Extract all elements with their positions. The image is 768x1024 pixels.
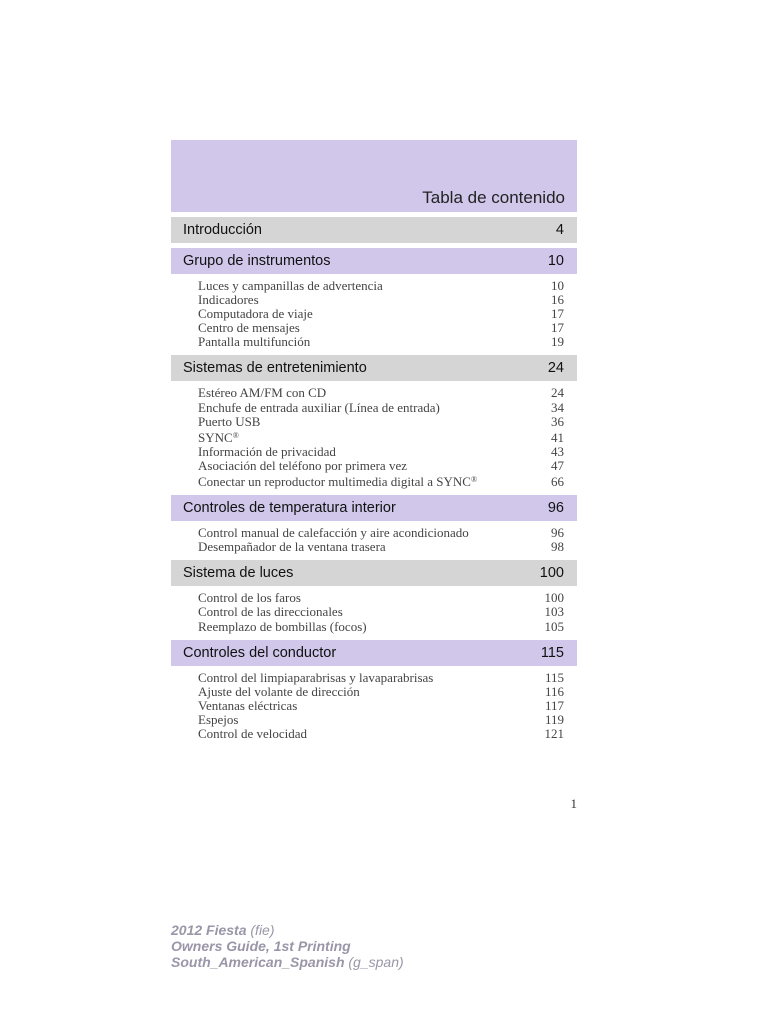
entry-label: Desempañador de la ventana trasera bbox=[198, 539, 386, 555]
section-items bbox=[171, 586, 577, 634]
section-bar-grupo-de-instrumentos[interactable] bbox=[171, 248, 577, 274]
toc-entry[interactable] bbox=[198, 293, 564, 307]
entry-label: Asociación del teléfono por primera vez bbox=[198, 457, 407, 473]
section-items bbox=[171, 666, 577, 742]
entry-page: 116 bbox=[544, 683, 564, 699]
entry-label: Control de los faros bbox=[198, 590, 301, 606]
entry-page: 34 bbox=[551, 399, 564, 415]
entry-page: 115 bbox=[544, 669, 564, 685]
section-page: 100 bbox=[539, 565, 564, 582]
header-band bbox=[171, 140, 577, 212]
section-bar-controles-del-conductor[interactable] bbox=[171, 640, 577, 666]
toc-entry[interactable] bbox=[198, 415, 564, 429]
toc-entry[interactable] bbox=[198, 699, 564, 713]
section-bar-introduccion[interactable] bbox=[171, 217, 577, 243]
footer-language: South_American_Spanish bbox=[171, 954, 345, 970]
entry-label: Centro de mensajes bbox=[198, 320, 300, 336]
entry-page: 119 bbox=[544, 711, 564, 727]
entry-label: Enchufe de entrada auxiliar (Línea de entrada) bbox=[198, 399, 440, 415]
entry-page: 105 bbox=[544, 618, 564, 634]
toc-entry[interactable] bbox=[198, 591, 564, 605]
section-page: 4 bbox=[555, 222, 564, 238]
entry-page: 121 bbox=[544, 725, 564, 741]
registered-mark: ® bbox=[470, 475, 478, 485]
table-of-contents bbox=[171, 140, 577, 742]
registered-mark: ® bbox=[232, 430, 239, 440]
entry-page: 100 bbox=[544, 590, 564, 606]
entry-label: Conectar un reproductor multimedia digital a SYNC® bbox=[198, 474, 478, 490]
toc-entry[interactable] bbox=[198, 386, 564, 400]
entry-page: 36 bbox=[551, 413, 564, 429]
toc-entry[interactable] bbox=[198, 685, 564, 699]
toc-entry[interactable] bbox=[198, 279, 564, 293]
section-title: Sistemas de entretenimiento bbox=[183, 360, 367, 377]
section-bar-controles-de-temperatura[interactable] bbox=[171, 495, 577, 521]
entry-page: 16 bbox=[551, 292, 564, 308]
section-page: 96 bbox=[547, 500, 564, 517]
toc-entry[interactable] bbox=[198, 671, 564, 685]
toc-entry[interactable] bbox=[198, 459, 564, 473]
toc-entry[interactable] bbox=[198, 727, 564, 741]
toc-entry[interactable] bbox=[198, 307, 564, 321]
entry-label: Ajuste del volante de dirección bbox=[198, 683, 360, 699]
entry-label: Control de las direccionales bbox=[198, 604, 343, 620]
entry-page: 17 bbox=[551, 320, 564, 336]
entry-page: 117 bbox=[544, 697, 564, 713]
entry-label: Estéreo AM/FM con CD bbox=[198, 385, 327, 401]
section-bar-sistemas-de-entretenimiento[interactable] bbox=[171, 355, 577, 381]
entry-label: Ventanas eléctricas bbox=[198, 697, 298, 713]
page-number: 1 bbox=[570, 796, 577, 811]
entry-page: 47 bbox=[551, 457, 564, 473]
entry-label: Control de velocidad bbox=[198, 725, 308, 741]
section-items bbox=[171, 521, 577, 555]
entry-label: Luces y campanillas de advertencia bbox=[198, 278, 383, 293]
entry-page: 66 bbox=[551, 474, 564, 490]
section-page: 10 bbox=[547, 253, 564, 269]
entry-label: Información de privacidad bbox=[198, 443, 336, 459]
toc-entry[interactable] bbox=[198, 321, 564, 335]
entry-page: 96 bbox=[551, 525, 564, 541]
section-title: Introducción bbox=[183, 222, 262, 238]
footer-language-code: (g_span) bbox=[348, 954, 404, 970]
section-title: Grupo de instrumentos bbox=[183, 253, 331, 269]
footer-model: 2012 Fiesta bbox=[171, 922, 247, 938]
entry-page: 19 bbox=[551, 334, 564, 350]
section-title: Sistema de luces bbox=[183, 565, 294, 582]
toc-entry[interactable] bbox=[198, 473, 564, 489]
entry-label: Control del limpiaparabrisas y lavaparabrisas bbox=[198, 669, 434, 685]
footer bbox=[171, 922, 404, 970]
entry-page: 41 bbox=[551, 429, 564, 445]
section-title: Controles del conductor bbox=[183, 644, 337, 661]
footer-line-3 bbox=[171, 954, 404, 970]
section-page: 115 bbox=[540, 644, 564, 661]
toc-entry[interactable] bbox=[198, 620, 564, 634]
toc-entry[interactable] bbox=[198, 526, 564, 540]
entry-label: Indicadores bbox=[198, 292, 259, 308]
entry-page: 10 bbox=[551, 278, 564, 293]
toc-entry[interactable] bbox=[198, 605, 564, 619]
section-page: 24 bbox=[547, 360, 564, 377]
entry-label: Puerto USB bbox=[198, 413, 261, 429]
entry-label: Pantalla multifunción bbox=[198, 334, 311, 350]
section-title: Controles de temperatura interior bbox=[183, 500, 396, 517]
entry-label: Reemplazo de bombillas (focos) bbox=[198, 618, 367, 634]
entry-page: 98 bbox=[551, 539, 564, 555]
toc-entry[interactable] bbox=[198, 401, 564, 415]
entry-label: Control manual de calefacción y aire acondicionado bbox=[198, 525, 469, 541]
footer-line-1 bbox=[171, 922, 404, 938]
entry-label: Computadora de viaje bbox=[198, 306, 313, 322]
toc-entry[interactable] bbox=[198, 429, 564, 445]
footer-model-code: (fie) bbox=[250, 922, 275, 938]
toc-entry[interactable] bbox=[198, 713, 564, 727]
toc-entry[interactable] bbox=[198, 335, 564, 349]
section-items bbox=[171, 274, 577, 350]
section-items bbox=[171, 381, 577, 490]
entry-label: Espejos bbox=[198, 711, 239, 727]
entry-page: 43 bbox=[551, 443, 564, 459]
page-title: Tabla de contenido bbox=[422, 188, 565, 207]
toc-entry[interactable] bbox=[198, 445, 564, 459]
section-bar-sistema-de-luces[interactable] bbox=[171, 560, 577, 586]
entry-page: 24 bbox=[551, 385, 564, 401]
entry-page: 17 bbox=[551, 306, 564, 322]
toc-entry[interactable] bbox=[198, 540, 564, 554]
entry-page: 103 bbox=[544, 604, 564, 620]
footer-line-2: Owners Guide, 1st Printing bbox=[171, 938, 351, 954]
entry-label: SYNC® bbox=[198, 429, 239, 445]
